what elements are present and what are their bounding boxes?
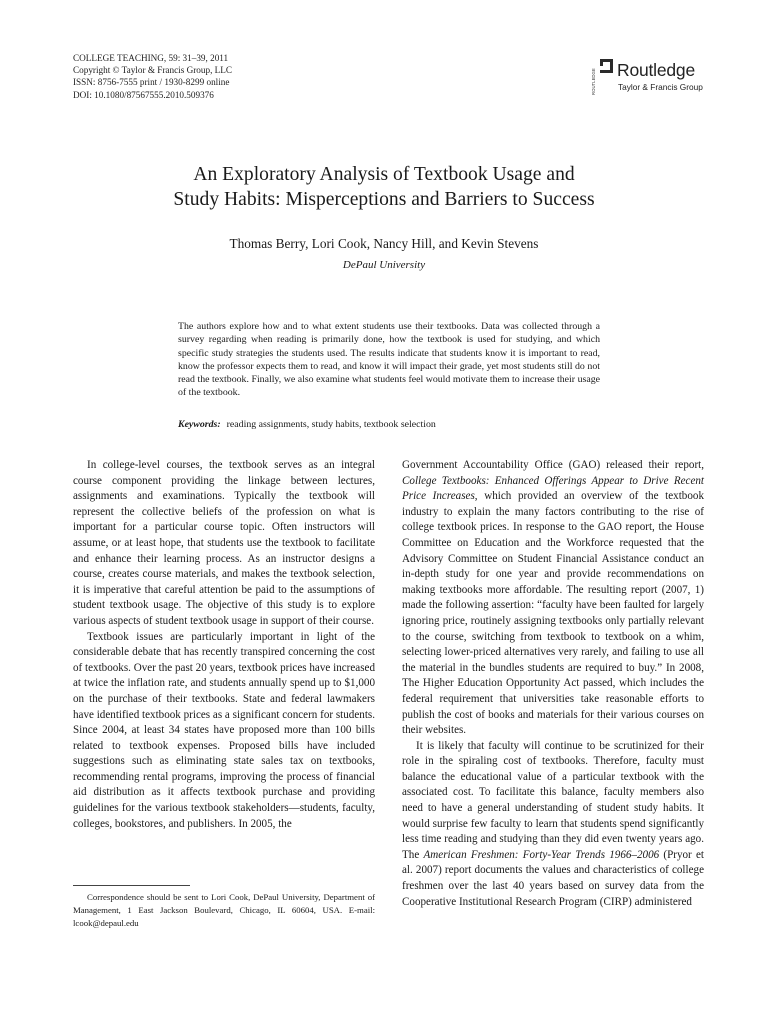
- publisher-logo-text: ROUTLEDGE: [591, 68, 596, 95]
- keywords-label: Keywords:: [178, 419, 221, 430]
- body-column-left: [73, 458, 375, 832]
- abstract: The authors explore how and to what extent students use their textbooks. Data was collected through a survey regarding when reading is primarily done, how the textbook is used for studying, and which specific study strategies the students used. The results indicate that students know it is important to read, know the professor expects them to read, and know it will impact their grade, yet most students still do not read the textbook. Finally, we also examine what students feel would motivate them to increase their usage of the textbook.: [178, 321, 600, 399]
- journal-metadata: [73, 52, 232, 101]
- title-line-1: An Exploratory Analysis of Textbook Usage and: [193, 164, 575, 185]
- body-paragraph: [402, 458, 704, 739]
- copyright-line: Copyright © Taylor & Francis Group, LLC: [73, 65, 233, 76]
- body-text: , which provided an overview of the textbook industry to explain the many factors contributing to the rise of college textbook prices. In response to the GAO report, the House Committee on Education and the Workforce requested that the Advisory Committee on Student Financial Assistance conduct an in-depth study for one year and provide recommendations on making textbooks more affordable. The resulting report (2007, 1) made the following assertion: “faculty have been faulted for largely ignoring price, routinely assigning textbooks only partially relevant to the course, switching from textbook to textbook on a whim, selecting lower-priced alternatives very rarely, and failing to use all the material in the bundles students are required to buy.” In 2008, The Higher Education Opportunity Act passed, which includes the federal requirement that universities take reasonable efforts to publish the cost of books and materials for their various courses on their websites.: [402, 490, 704, 737]
- report-title: College Textbooks: Enhanced Offerings Appear to Drive Recent Price Increases: [402, 474, 704, 503]
- author-affiliation: DePaul University: [342, 259, 426, 271]
- body-paragraph: Textbook issues are particularly important in light of the considerable debate that has recently transpired concerning the cost of textbooks. Over the past 20 years, textbook prices have increased at twice the inflation rate, and students annually spend up to $1,000 on the purchase of their textbooks. State and federal lawmakers have identified textbook prices as a significant concern for students. Since 2004, at least 34 states have proposed more than 100 bills related to textbook expenses. Proposed bills have included suggestions such as eliminating state sales tax on textbooks, recommending rental programs, improving the process of financial aid distribution as it affects textbook purchase and providing guidelines for the various textbook stakeholders—students, faculty, colleges, bookstores, and publishers. In 2005, the: [73, 630, 375, 830]
- publisher-logo: [587, 58, 717, 98]
- issn-line: ISSN: 8756-7555 print / 1930-8299 online: [73, 77, 230, 88]
- report-title: American Freshmen: Forty-Year Trends 1966–2006: [423, 848, 660, 861]
- body-text: (Pryor et al. 2007) report documents the values and characteristics of college freshmen over the last 40 years based on survey data from the Cooperative Institutional Research Program (CIRP) administered: [402, 848, 704, 908]
- correspondence-footnote: Correspondence should be sent to Lori Cook, DePaul University, Department of Management, 1 East Jackson Boulevard, Chicago, IL 60604, USA. E-mail: lcook@depaul.edu: [73, 892, 375, 928]
- body-paragraph: In college-level courses, the textbook serves as an integral course component providing the linkage between lectures, assignments and examinations. Typically the textbook will represent the collective beliefs of the profession on what is important for a particular course topic. Often instructors will assume, or at least hope, that students use the textbook to facilitate and enhance their learning process. As an instructor designs a course, creates course materials, and makes the textbook selection, it is imperative that careful attention be paid to the assumptions of student textbook usage. The objective of this study is to explore various aspects of student textbook usage in support of their course.: [73, 459, 375, 627]
- body-text: Government Accountability Office (GAO) released their report,: [402, 459, 704, 471]
- footnote-divider: [73, 885, 190, 886]
- keywords-text: reading assignments, study habits, textbook selection: [226, 419, 436, 430]
- keywords: [178, 419, 600, 430]
- publisher-name: Routledge: [617, 60, 695, 80]
- doi-line: DOI: 10.1080/87567555.2010.509376: [73, 89, 214, 100]
- publisher-group: Taylor & Francis Group: [618, 82, 703, 92]
- journal-citation: COLLEGE TEACHING, 59: 31–39, 2011: [73, 53, 229, 63]
- title-line-2: Study Habits: Misperceptions and Barriers to Success: [173, 189, 595, 210]
- body-paragraph: [402, 739, 704, 911]
- body-text: It is likely that faculty will continue to be scrutinized for their role in the spiraling cost of textbooks. Therefore, faculty must balance the educational value of a particular textbook with the associated cost. To facilitate this balance, faculty members also need to have a general understanding of student study habits. It would surprise few faculty to learn that students spend significantly less time reading and studying than they did even twenty years ago. The: [402, 739, 704, 861]
- body-column-right: [402, 458, 704, 910]
- article-title: [84, 162, 684, 212]
- author-list: Thomas Berry, Lori Cook, Nancy Hill, and Kevin Stevens: [229, 236, 539, 251]
- routledge-logo-icon: [587, 58, 615, 96]
